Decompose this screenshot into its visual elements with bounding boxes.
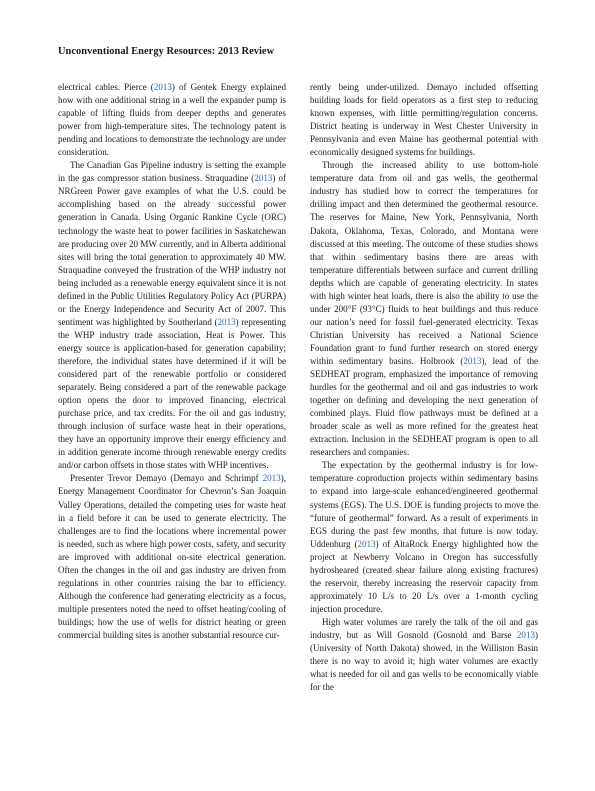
paragraph-text: ) of AltaRock Energy highlighted how the project at Newberry Volcano in Oregon has successfully hydrosheared (created shear failure along existing fractures) the reservoir, thereby increasing the reservoir capacity from approximately 10 L/s to 20 L/s over a 1-month cycling injection procedure. (310, 538, 538, 614)
paragraph-text: ) (University of North Dakota) showed, in the Williston Basin there is no way to avoid it; high water volumes are exactly what is needed for oil and gas wells to be economically viable for the (310, 629, 538, 693)
paragraph (58, 159, 286, 472)
paragraph-text: rently being under-utilized. Demayo included offsetting building loads for field operators as a first step to reducing known expenses, with little permitting/regulation concerns. District heating is underway in West Chester University in Pennsylvania and even Maine has geothermal potential with economically designed systems for buildings. (310, 82, 538, 158)
citation-link[interactable]: 2013 (153, 82, 172, 92)
paragraph-text: ), lead of the SEDHEAT program, emphasized the importance of removing hurdles for the geothermal and oil and gas industries to work together on defining and developing the next generation of combined plays. Fluid flow pathways must be defined at a broader scale as well as more refined for the greatest heat extraction. Inclusion in the SEDHEAT program is open to all researchers and companies. (310, 355, 538, 458)
paragraph-text: High water volumes are rarely the talk of the oil and gas industry, but as Will Gosnold (Gosnold and Barse (310, 616, 538, 640)
left-column (58, 81, 286, 642)
paragraph-text: ) representing the WHP industry trade association, Heat is Power. This energy source is application-based for generation capability; therefore, the individual states have determined if it will be considered part of the renewable portfolio or considered separately. Being considered a part of the renewable package option opens the door to improved financing, electrical purchase price, and tax credits. For the oil and gas industry, through inclusion of surface waste heat in their operations, they have an opportunity improve their energy efficiency and in addition generate income through renewable energy credits and/or carbon offsets in those states with WHP incentives. (58, 316, 286, 471)
paragraph-text: The Canadian Gas Pipeline industry is setting the example in the gas compressor station business. Straquadine ( (58, 160, 286, 184)
right-column (310, 81, 538, 694)
paragraph (58, 472, 286, 642)
paragraph-text: ) of Geotek Energy explained how with one additional string in a well the expander pump is capable of lifting fluids from deeper depths and generates power from high-temperature sites. The technology patent is pending and locations to demonstrate the technology are under consideration. (58, 82, 286, 158)
citation-link[interactable]: 2013 (357, 538, 376, 549)
paragraph-text: The expectation by the geothermal industry is for low-temperature coproduction projects within sedimentary basins to expand into large-scale enhanced/engineered geothermal systems (EGS). The U.S. DOE is funding projects to move the “future of geothermal” forward. As a result of experiments in EGS during the past few months, that future is now today. Uddenburg ( (310, 460, 538, 549)
paragraph (58, 81, 286, 159)
paragraph (310, 459, 538, 616)
citation-link[interactable]: 2013 (217, 316, 236, 327)
citation-link[interactable]: 2013 (516, 629, 535, 640)
paragraph (310, 159, 538, 459)
citation-link[interactable]: 2013 (262, 473, 281, 484)
citation-link[interactable]: 2013 (463, 355, 482, 366)
paragraph-text: Presenter Trevor Demayo (Demayo and Schrimpf (70, 473, 263, 484)
paragraph-text: ) of NRGreen Power gave examples of what the U.S. could be accomplishing based on the already successful power generation in Canada. Using Organic Rankine Cycle (ORC) technology the waste heat to power facilities in Saskatchewan are producing over 20 MW currently, and in Alberta additional sites will bring the total generation to approximately 40 MW. Straquadine conveyed the frustration of the WHP industry not being included as a renewable energy equivalent since it is not defined in the Public Utilities Regulatory Policy Act (PURPA) or the Energy Independence and Security Act of 2007. This sentiment was highlighted by Southerland ( (58, 173, 286, 327)
paragraph-text: Through the increased ability to use bottom-hole temperature data from oil and gas wells, the geothermal industry has studied how to correct the temperatures for drilling impact and then determined the geothermal resource. The reserves for Maine, New York, Pennsylvania, North Dakota, Oklahoma, Texas, Colorado, and Montana were discussed at this meeting. The outcome of these studies shows that within sedimentary basins there are areas with temperature differentials between surface and current drilling depths which are capable of generating electricity. In states with high winter heat loads, there is also the ability to use the under 200°F (93°C) fluids to heat buildings and thus reduce our nation’s need for fossil fuel-generated electricity. Texas Christian University has received a National Science Foundation grant to fund further research on stored energy within sedimentary basins. Holbrook ( (310, 160, 538, 366)
paragraph-text: ), Energy Management Coordinator for Chevron’s San Joaquin Valley Operations, detailed the competing uses for waste heat in a field before it can be used to generate electricity. The challenges are to find the locations where incremental power is needed, such as where high power costs, safety, and security are improved with additional on-site electrical generation. Often the changes in the oil and gas industry are driven from regulations in other countries raising the bar to efficiency. Although the conference had generating electricity as a focus, multiple presenters noted the need to offset heating/cooling of buildings; how the use of wells for district heating or green commercial building sites is another substantial resource cur- (58, 473, 286, 640)
running-head: Unconventional Energy Resources: 2013 Review (58, 46, 275, 57)
paragraph-text: electrical cables. Pierce ( (58, 82, 154, 92)
paragraph (310, 616, 538, 694)
paragraph (310, 81, 538, 159)
citation-link[interactable]: 2013 (254, 173, 273, 184)
